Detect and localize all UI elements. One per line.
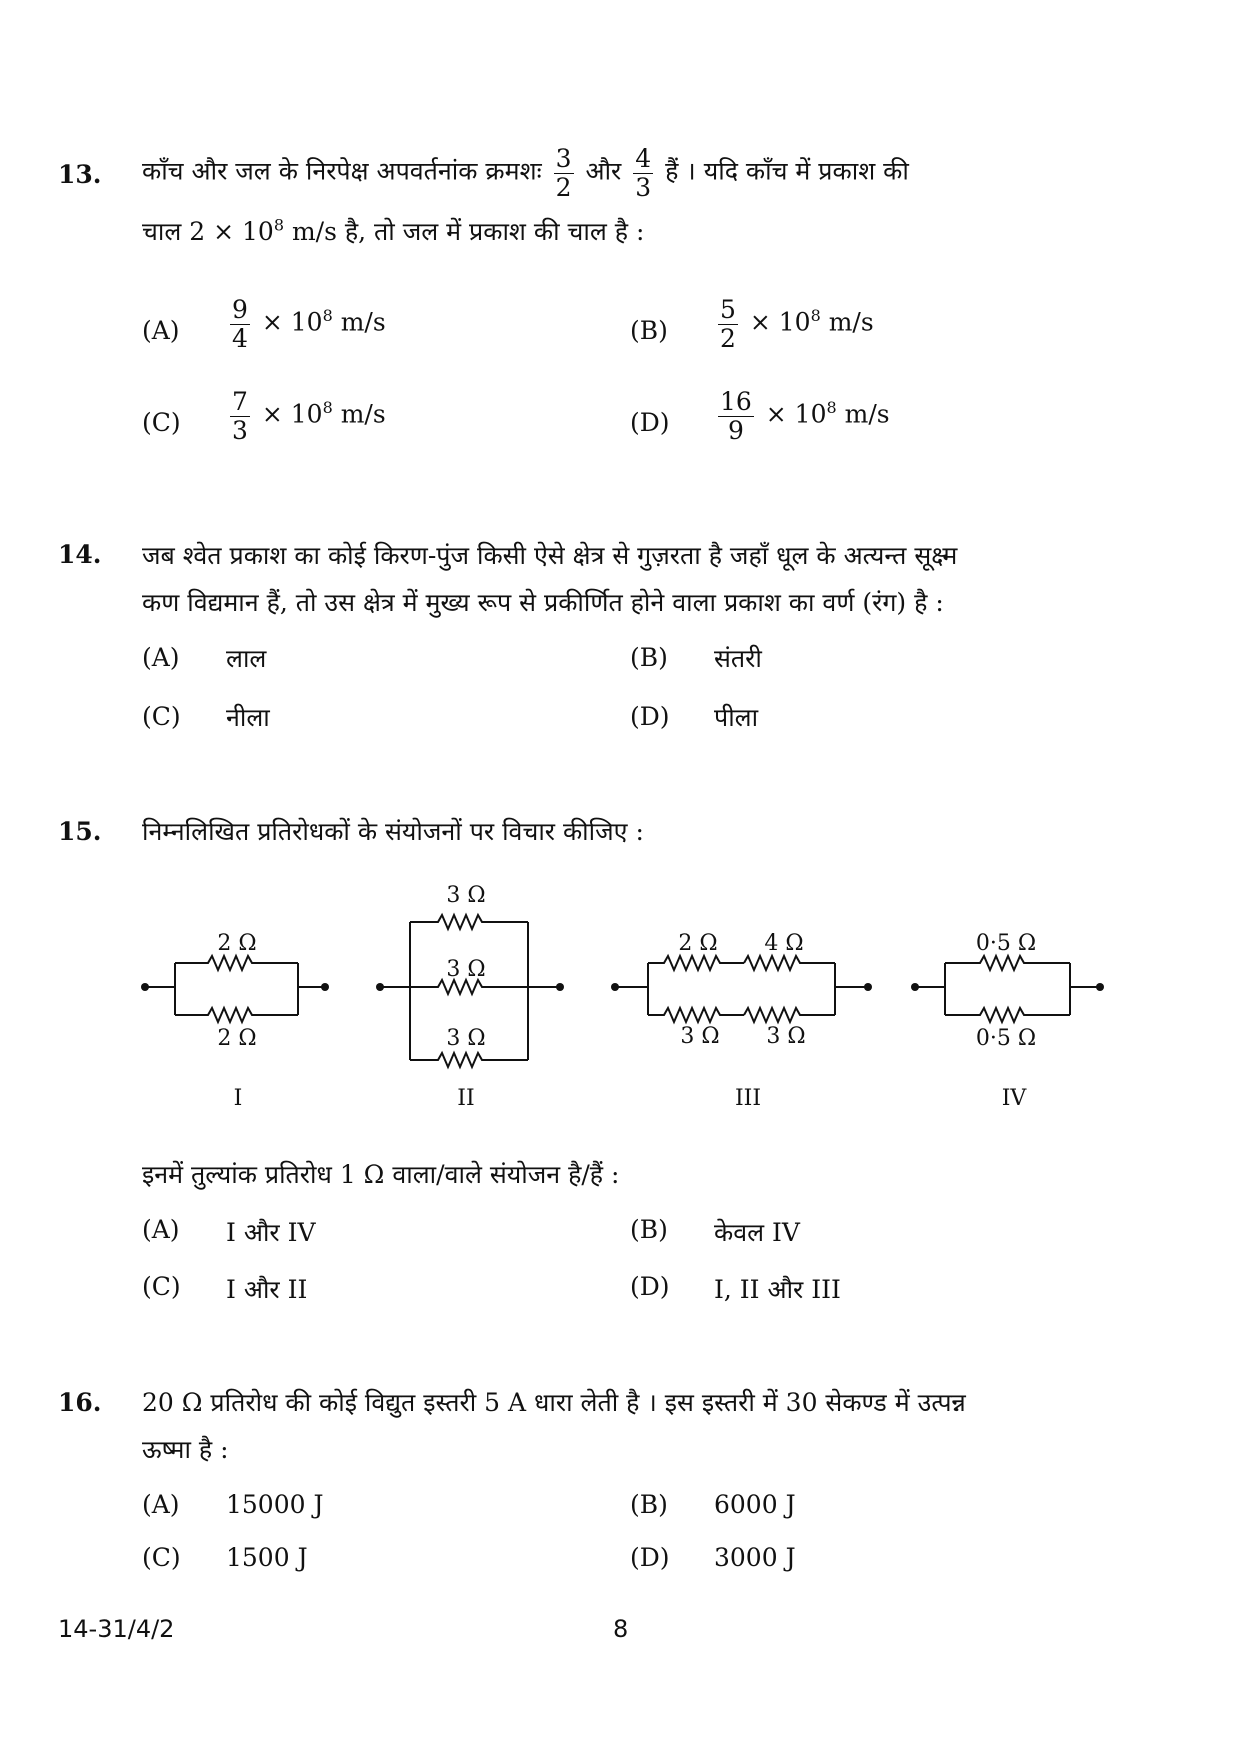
circuit-iv [915, 956, 1100, 1022]
question-prompt: इनमें तुल्यांक प्रतिरोध 1 Ω वाला/वाले संयोजन है/हैं : [142, 1160, 620, 1189]
option-value: $\frac{16}{9}$ × $10^8$ m/s [720, 387, 890, 445]
resistor-label: 0·5 Ω [975, 1026, 1037, 1051]
page-number: 8 [613, 1615, 629, 1643]
question-text-line-2: कण विद्यमान हैं, तो उस क्षेत्र में मुख्य रूप से प्रकीर्णित होने वाला प्रकाश का वर्ण (रंग) है : [142, 588, 944, 617]
question-number: 13. [58, 160, 102, 189]
option-value: 1500 J [226, 1543, 308, 1572]
question-text-line-2: ऊष्मा है : [142, 1435, 229, 1464]
question-text-line-2: चाल $2 \times 10^8$ m/s है, तो जल में प्रकाश की चाल है : [142, 215, 645, 246]
option-value: नीला [226, 703, 270, 732]
option-value: I और II [226, 1275, 308, 1304]
resistor-label: 0·5 Ω [975, 931, 1037, 956]
option-value: 6000 J [714, 1490, 796, 1519]
resistor-top-left [648, 956, 744, 970]
question-text-line-1: 20 Ω प्रतिरोध की कोई विद्युत इस्तरी 5 A धारा लेती है । इस इस्तरी में 30 सेकण्ड में उत्पन्न [142, 1388, 966, 1417]
circuit-caption: IV [1001, 1086, 1027, 1111]
question-number: 14. [58, 540, 102, 569]
resistor-label: 3 Ω [446, 957, 486, 982]
question-text-line-1: निम्नलिखित प्रतिरोधकों के संयोजनों पर विचार कीजिए : [142, 817, 644, 846]
exam-page: 13. काँच और जल के निरपेक्ष अपवर्तनांक क्रमशः $\frac{3}{2}$ और $\frac{4}{3}$ हैं । यदि काँच में प्रकाश की चाल $2 \times 10^8$ m/s है, तो जल में प्रकाश की चाल है : (A) $\frac{9}{4}$ × $10^8$ m/s (B) $\frac{5}{2}$ × $10^8$ m/s (C) $\frac{7}{3}$ × $10^8$ m/s (D) $\frac{16}{9}$ × $10^8$ m/s 14. जब श्वेत प्रकाश का कोई किरण-पुंज किसी ऐसे क्षेत्र से गुज़रता है जहाँ धूल के अत्यन्त सूक्ष्म कण विद्यमान हैं, तो उस क्षेत्र में मुख्य रूप से प्रकीर्णित होने वाला प्रकाश का वर्ण (रंग) है : (A) लाल (B) संतरी (C) नीला (D) पीला 15. निम्नलिखित प्रतिरोधकों के संयोजनों पर विचार कीजिए : 2 Ω 2 Ω I 3 Ω 3 Ω 3 Ω II 2 Ω 4 Ω 3 Ω 3 Ω III 0·5 Ω 0·5 Ω IV इनमें तुल्यांक प्रतिरोध 1 Ω वाला/वाले संयोजन है/हैं : (A) I और IV (B) केवल IV (C) I और II (D) I, II और III 16. 20 Ω प्रतिरोध की कोई विद्युत इस्तरी 5 A धारा लेती है । इस इस्तरी में 30 सेकण्ड में उत्पन्न ऊष्मा है : (A) 15000 J (B) 6000 J (C) 1500 J (D) 3000 J 14-31/4/2 8 [0, 0, 1241, 1755]
resistor-bottom-left [648, 1008, 744, 1022]
resistor-label: 2 Ω [217, 931, 257, 956]
circuit-iii [615, 956, 868, 1022]
option-value: केवल IV [714, 1218, 800, 1247]
question-number: 16. [58, 1388, 102, 1417]
terminal-dot [611, 983, 619, 991]
terminal-dot [864, 983, 872, 991]
circuit-i [145, 956, 325, 1022]
paper-code: 14-31/4/2 [58, 1615, 175, 1643]
resistor-bottom [410, 1053, 528, 1067]
resistor-label: 3 Ω [446, 883, 486, 908]
question-number: 15. [58, 817, 102, 846]
terminal-dot [376, 983, 384, 991]
circuit-caption: I [233, 1086, 243, 1111]
terminal-dot [1096, 983, 1104, 991]
resistor-label: 3 Ω [446, 1026, 486, 1051]
resistor-top [945, 956, 1070, 970]
option-value: I और IV [226, 1218, 316, 1247]
terminal-dot [911, 983, 919, 991]
resistor-top [410, 915, 528, 929]
resistor-label: 4 Ω [764, 931, 804, 956]
terminal-dot [321, 983, 329, 991]
fraction: $\frac{4}{3}$ [635, 144, 652, 202]
resistor-label: 3 Ω [766, 1024, 806, 1049]
option-value: 3000 J [714, 1543, 796, 1572]
resistor-middle [410, 980, 528, 994]
resistor-top [175, 956, 298, 970]
resistor-label: 2 Ω [678, 931, 718, 956]
option-value: $\frac{5}{2}$ × $10^8$ m/s [720, 295, 874, 353]
terminal-dot [141, 983, 149, 991]
circuit-caption: III [734, 1086, 762, 1111]
resistor-bottom [175, 1008, 298, 1022]
resistor-top-right [744, 956, 835, 970]
resistor-label: 3 Ω [680, 1024, 720, 1049]
option-value: I, II और III [714, 1275, 841, 1304]
question-text-line-1: जब श्वेत प्रकाश का कोई किरण-पुंज किसी ऐसे क्षेत्र से गुज़रता है जहाँ धूल के अत्यन्त सूक्ष्म [142, 541, 958, 570]
option-value: 15000 J [226, 1490, 324, 1519]
option-value: पीला [714, 703, 759, 732]
option-value: संतरी [714, 644, 762, 673]
question-text-line-1: काँच और जल के निरपेक्ष अपवर्तनांक क्रमशः $\frac{3}{2}$ और $\frac{4}{3}$ हैं । यदि काँच में प्रकाश की [142, 144, 909, 202]
terminal-dot [556, 983, 564, 991]
resistor-bottom [945, 1008, 1070, 1022]
fraction: $\frac{3}{2}$ [555, 144, 572, 202]
option-value: $\frac{9}{4}$ × $10^8$ m/s [232, 295, 386, 353]
resistor-circuits-diagram [0, 870, 1241, 1130]
resistor-label: 2 Ω [217, 1026, 257, 1051]
option-value: लाल [226, 644, 267, 673]
option-value: $\frac{7}{3}$ × $10^8$ m/s [232, 387, 386, 445]
circuit-caption: II [457, 1086, 475, 1111]
resistor-bottom-right [744, 1008, 835, 1022]
